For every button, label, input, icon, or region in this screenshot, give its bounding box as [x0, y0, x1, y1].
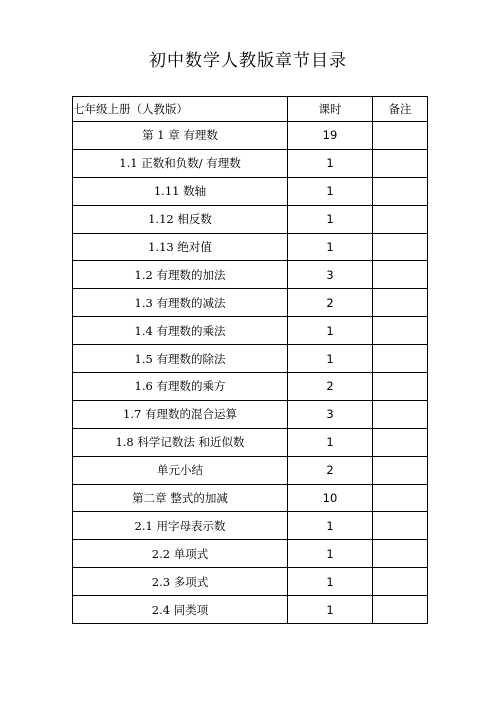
table-row [73, 596, 428, 624]
row-notes [373, 456, 428, 484]
row-notes [373, 568, 428, 596]
row-notes [373, 205, 428, 233]
table-row [73, 289, 428, 317]
row-name: 2.4 同类项 [73, 596, 288, 624]
row-name: 2.2 单项式 [73, 540, 288, 568]
row-notes [373, 177, 428, 205]
row-hours: 1 [288, 177, 373, 205]
table-row [73, 149, 428, 177]
row-name: 1.2 有理数的加法 [73, 261, 288, 289]
row-hours: 1 [288, 233, 373, 261]
table-row [73, 261, 428, 289]
table-row [73, 345, 428, 373]
table-row [73, 233, 428, 261]
row-name: 单元小结 [73, 456, 288, 484]
row-notes [373, 261, 428, 289]
row-hours: 1 [288, 205, 373, 233]
row-name: 1.13 绝对值 [73, 233, 288, 261]
table-row [73, 456, 428, 484]
row-hours: 1 [288, 345, 373, 373]
row-notes [373, 345, 428, 373]
row-hours: 1 [288, 568, 373, 596]
table-row [73, 568, 428, 596]
table-row [73, 122, 428, 150]
table-row [73, 484, 428, 512]
row-hours: 1 [288, 149, 373, 177]
row-hours: 19 [288, 122, 373, 150]
chapter-table [72, 96, 428, 624]
row-hours: 3 [288, 261, 373, 289]
row-name: 1.1 正数和负数/ 有理数 [73, 149, 288, 177]
row-notes [373, 122, 428, 150]
row-name: 1.8 科学记数法 和近似数 [73, 428, 288, 456]
row-name: 第二章 整式的加减 [73, 484, 288, 512]
row-name: 1.6 有理数的乘方 [73, 373, 288, 401]
row-hours: 10 [288, 484, 373, 512]
row-hours: 1 [288, 596, 373, 624]
row-notes [373, 596, 428, 624]
table-row [73, 317, 428, 345]
row-name: 2.3 多项式 [73, 568, 288, 596]
row-hours: 1 [288, 540, 373, 568]
row-notes [373, 317, 428, 345]
row-name: 1.11 数轴 [73, 177, 288, 205]
header-hours: 课时 [288, 97, 373, 122]
row-notes [373, 233, 428, 261]
header-section: 七年级上册（人教版） [73, 97, 288, 122]
row-hours: 1 [288, 512, 373, 540]
row-hours: 3 [288, 400, 373, 428]
table-row [73, 177, 428, 205]
table-header-row [73, 97, 428, 122]
row-notes [373, 428, 428, 456]
row-name: 2.1 用字母表示数 [73, 512, 288, 540]
row-hours: 1 [288, 428, 373, 456]
table-row [73, 428, 428, 456]
row-notes [373, 149, 428, 177]
row-notes [373, 484, 428, 512]
row-hours: 2 [288, 289, 373, 317]
row-name: 1.5 有理数的除法 [73, 345, 288, 373]
row-name: 1.3 有理数的减法 [73, 289, 288, 317]
table-row [73, 373, 428, 401]
row-notes [373, 540, 428, 568]
row-notes [373, 289, 428, 317]
row-name: 1.7 有理数的混合运算 [73, 400, 288, 428]
table-row [73, 205, 428, 233]
table-row [73, 540, 428, 568]
table-row [73, 400, 428, 428]
row-hours: 2 [288, 456, 373, 484]
table-row [73, 512, 428, 540]
page-title: 初中数学人教版章节目录 [149, 51, 347, 71]
row-hours: 2 [288, 373, 373, 401]
row-notes [373, 512, 428, 540]
row-name: 第 1 章 有理数 [73, 122, 288, 150]
row-hours: 1 [288, 317, 373, 345]
header-notes: 备注 [373, 97, 428, 122]
row-name: 1.4 有理数的乘法 [73, 317, 288, 345]
row-notes [373, 400, 428, 428]
row-notes [373, 373, 428, 401]
row-name: 1.12 相反数 [73, 205, 288, 233]
chapter-table-body [73, 97, 428, 624]
